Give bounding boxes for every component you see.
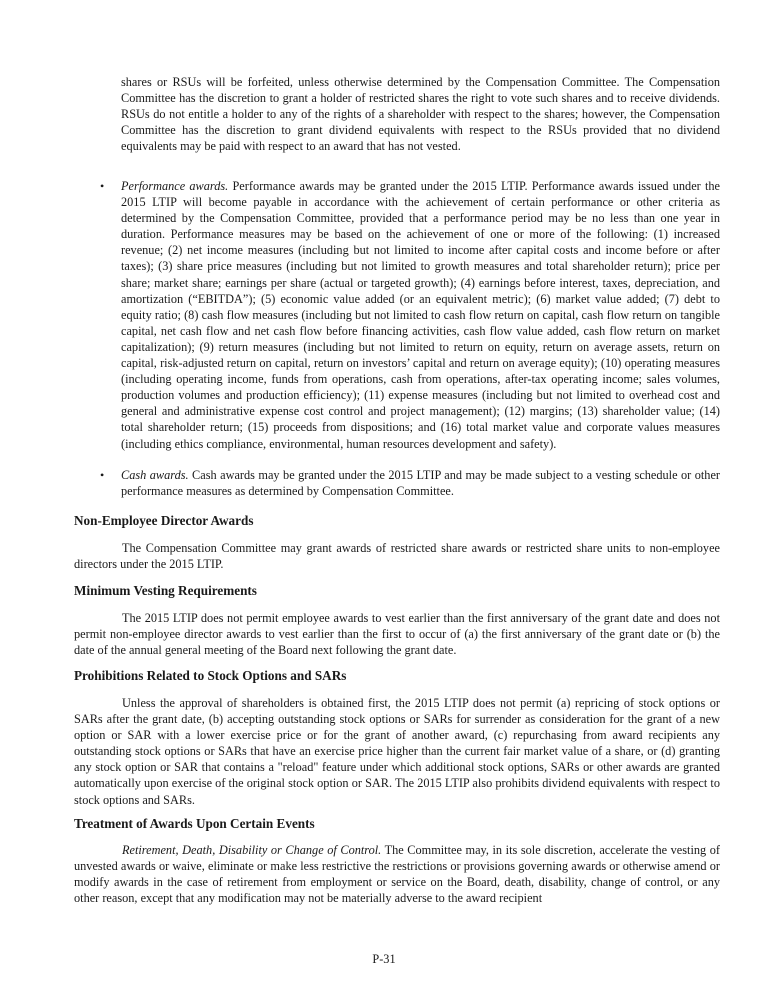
bullet-body: Cash awards may be granted under the 2015 LTIP and may be made subject to a vesting schedule or other performance measures as determined by Compensation Committee. (121, 468, 720, 499)
bullet-icon: • (100, 468, 105, 482)
bullet-text (121, 178, 720, 452)
bullet-performance-awards (100, 178, 720, 452)
continuation-paragraph: shares or RSUs will be forfeited, unless otherwise determined by the Compensation Committee. The Compensation Committee has the discretion to grant a holder of restricted shares the right to vote such shares and to receive dividends. RSUs do not entitle a holder to any of the rights of a shareholder with respect to the shares; however, the Compensation Committee has the discretion to grant dividend equivalents with respect to the RSUs provided that no dividend equivalents may be paid with respect to an award that has not vested. (121, 75, 720, 154)
section-body-prohibitions (74, 695, 720, 808)
bullet-cash-awards (100, 467, 720, 499)
bullet-body: Performance awards may be granted under the 2015 LTIP. Performance awards issued under the 2015 LTIP will become payable in accordance with the achievement of certain performance or other criteria as determined by the Compensation Committee, provided that a performance period may be no less than one year in duration. Performance measures may be based on the achievement of one or more of the following: (1) increased revenue; (2) net income measures (including but not limited to income after capital costs and income before or after taxes); (3) share price measures (including but not limited to growth measures and total shareholder return); price per share; market share; earnings per share (actual or targeted growth); (4) earnings before interest, taxes, depreciation, and amortization (“EBITDA”); (5) economic value added (or an equivalent metric); (6) market value added; (7) debt to equity ratio; (8) cash flow measures (including but not limited to cash flow return on capital, cash flow return on tangible capital, net cash flow and net cash flow before financing activities, cash flow value added, cash flow return on market capitalization); (9) return measures (including but not limited to return on equity, return on average assets, return on capital, risk-adjusted return on capital, return on investors’ capital and return on average equity); (10) operating measures (including operating income, funds from operations, cash from operations, after-tax operating income; sales volumes, production volumes and production efficiency); (11) expense measures (including but not limited to overhead cost and general and administrative expense cost control and project management); (12) margins; (13) shareholder value; (14) total shareholder return; (15) proceeds from dispositions; and (16) total market value and corporate values measures (including ethics compliance, environmental, human resources development and safety). (121, 179, 720, 451)
paragraph-lead: Retirement, Death, Disability or Change of Control. (122, 843, 382, 857)
section-heading-treatment-of-awards: Treatment of Awards Upon Certain Events (74, 816, 315, 831)
section-body-non-employee-director-awards (74, 540, 720, 572)
section-heading-prohibitions: Prohibitions Related to Stock Options and SARs (74, 668, 347, 683)
paragraph-text: Unless the approval of shareholders is obtained first, the 2015 LTIP does not permit (a) repricing of stock options or SARs after the grant date, (b) accepting outstanding stock options or SARs for surrender as consideration for the grant of a new option or SAR with a lower exercise price or for the grant of another award, (c) repurchasing from award recipients any outstanding stock options or SARs that have an exercise price higher than the current fair market value of a share, or (d) granting any stock option or SAR that contains a "reload" feature under which additional stock options, SARs or other awards are granted automatically upon exercise of the original stock option or SAR. The 2015 LTIP also prohibits dividend equivalents with respect to stock options and SARs. (74, 696, 720, 807)
paragraph-text: The 2015 LTIP does not permit employee awards to vest earlier than the first anniversary of the grant date and does not permit non-employee director awards to vest earlier than the first to occur of (a) the first anniversary of the grant date or (b) the date of the annual general meeting of the Board next following the grant date. (74, 611, 720, 658)
bullet-icon: • (100, 179, 105, 193)
bullet-lead: Performance awards. (121, 179, 229, 193)
bullet-lead: Cash awards. (121, 468, 189, 482)
paragraph-text: The Compensation Committee may grant awards of restricted share awards or restricted share units to non-employee directors under the 2015 LTIP. (74, 541, 720, 572)
section-heading-non-employee-director-awards: Non-Employee Director Awards (74, 513, 254, 528)
bullet-text (121, 467, 720, 499)
page-number: P-31 (372, 952, 396, 966)
paragraph-text: The Committee may, in its sole discretion, accelerate the vesting of unvested awards or waive, eliminate or make less restrictive the restrictions or provisions governing awards or otherwise amend or modify awards in the case of retirement from employment or service on the Board, death, disability, change of control, or any other reason, except that any modification may not be materially adverse to the award recipient (74, 843, 720, 906)
section-heading-minimum-vesting: Minimum Vesting Requirements (74, 583, 257, 598)
section-body-treatment-of-awards (74, 842, 720, 906)
section-body-minimum-vesting (74, 610, 720, 658)
